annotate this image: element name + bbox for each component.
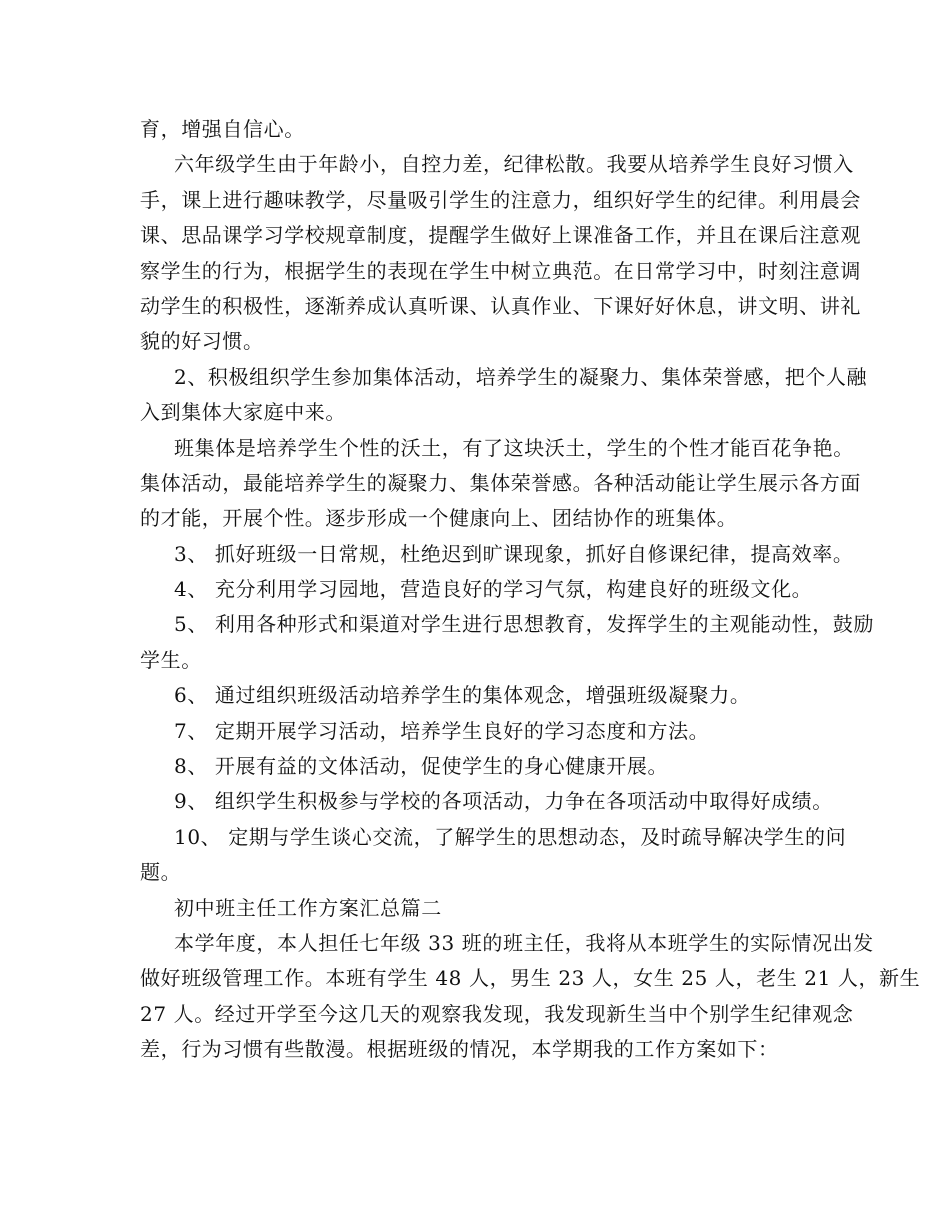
text-line: 差，行为习惯有些散漫。根据班级的情况，本学期我的工作方案如下： (140, 1037, 779, 1062)
text-line: 9、 组织学生积极参与学校的各项活动，力争在各项活动中取得好成绩。 (174, 789, 833, 814)
text-line: 课、思品课学习学校规章制度，提醒学生做好上课准备工作，并且在课后注意观 (140, 223, 861, 248)
text-line: 8、 开展有益的文体活动，促使学生的身心健康开展。 (174, 754, 669, 779)
text-line: 学生。 (140, 647, 202, 672)
text-line: 2、积极组织学生参加集体活动，培养学生的凝聚力、集体荣誉感，把个人融 (174, 364, 868, 389)
text-line: 六年级学生由于年龄小，自控力差，纪律松散。我要从培养学生良好习惯入 (174, 152, 854, 177)
text-line: 班集体是培养学生个性的沃土，有了这块沃土，学生的个性才能百花争艳。 (174, 435, 854, 460)
text-line: 7、 定期开展学习活动，培养学生良好的学习态度和方法。 (174, 718, 710, 743)
text-line: 入到集体大家庭中来。 (140, 400, 346, 425)
text-line: 本学年度，本人担任七年级 33 班的班主任，我将从本班学生的实际情况出发 (174, 930, 874, 955)
text-line: 题。 (140, 860, 182, 885)
text-line: 做好班级管理工作。本班有学生 48 人，男生 23 人，女生 25 人，老生 21 人，新生 (140, 966, 921, 991)
text-line: 察学生的行为，根据学生的表现在学生中树立典范。在日常学习中，时刻注意调 (140, 258, 861, 283)
text-line: 6、 通过组织班级活动培养学生的集体观念，增强班级凝聚力。 (174, 683, 751, 708)
document-body (140, 112, 921, 1068)
text-line: 5、 利用各种形式和渠道对学生进行思想教育，发挥学生的主观能动性，鼓励 (174, 612, 875, 637)
text-line: 10、 定期与学生谈心交流，了解学生的思想动态，及时疏导解决学生的问 (174, 824, 847, 849)
text-line: 手，课上进行趣味教学，尽量吸引学生的注意力，组织好学生的纪律。利用晨会 (140, 187, 861, 212)
text-line: 貌的好习惯。 (140, 329, 264, 354)
section-heading: 初中班主任工作方案汇总篇二 (174, 895, 442, 920)
text-line: 3、 抓好班级一日常规，杜绝迟到旷课现象，抓好自修课纪律，提高效率。 (174, 541, 854, 566)
text-line: 动学生的积极性，逐渐养成认真听课、认真作业、下课好好休息，讲文明、讲礼 (140, 293, 861, 318)
text-line: 集体活动，最能培养学生的凝聚力、集体荣誉感。各种活动能让学生展示各方面 (140, 470, 861, 495)
text-line: 27 人。经过开学至今这几天的观察我发现，我发现新生当中个别学生纪律观念 (140, 1001, 854, 1026)
text-line: 4、 充分利用学习园地，营造良好的学习气氛，构建良好的班级文化。 (174, 577, 813, 602)
text-line: 育，增强自信心。 (140, 117, 305, 141)
text-line: 的才能，开展个性。逐步形成一个健康向上、团结协作的班集体。 (140, 506, 738, 531)
